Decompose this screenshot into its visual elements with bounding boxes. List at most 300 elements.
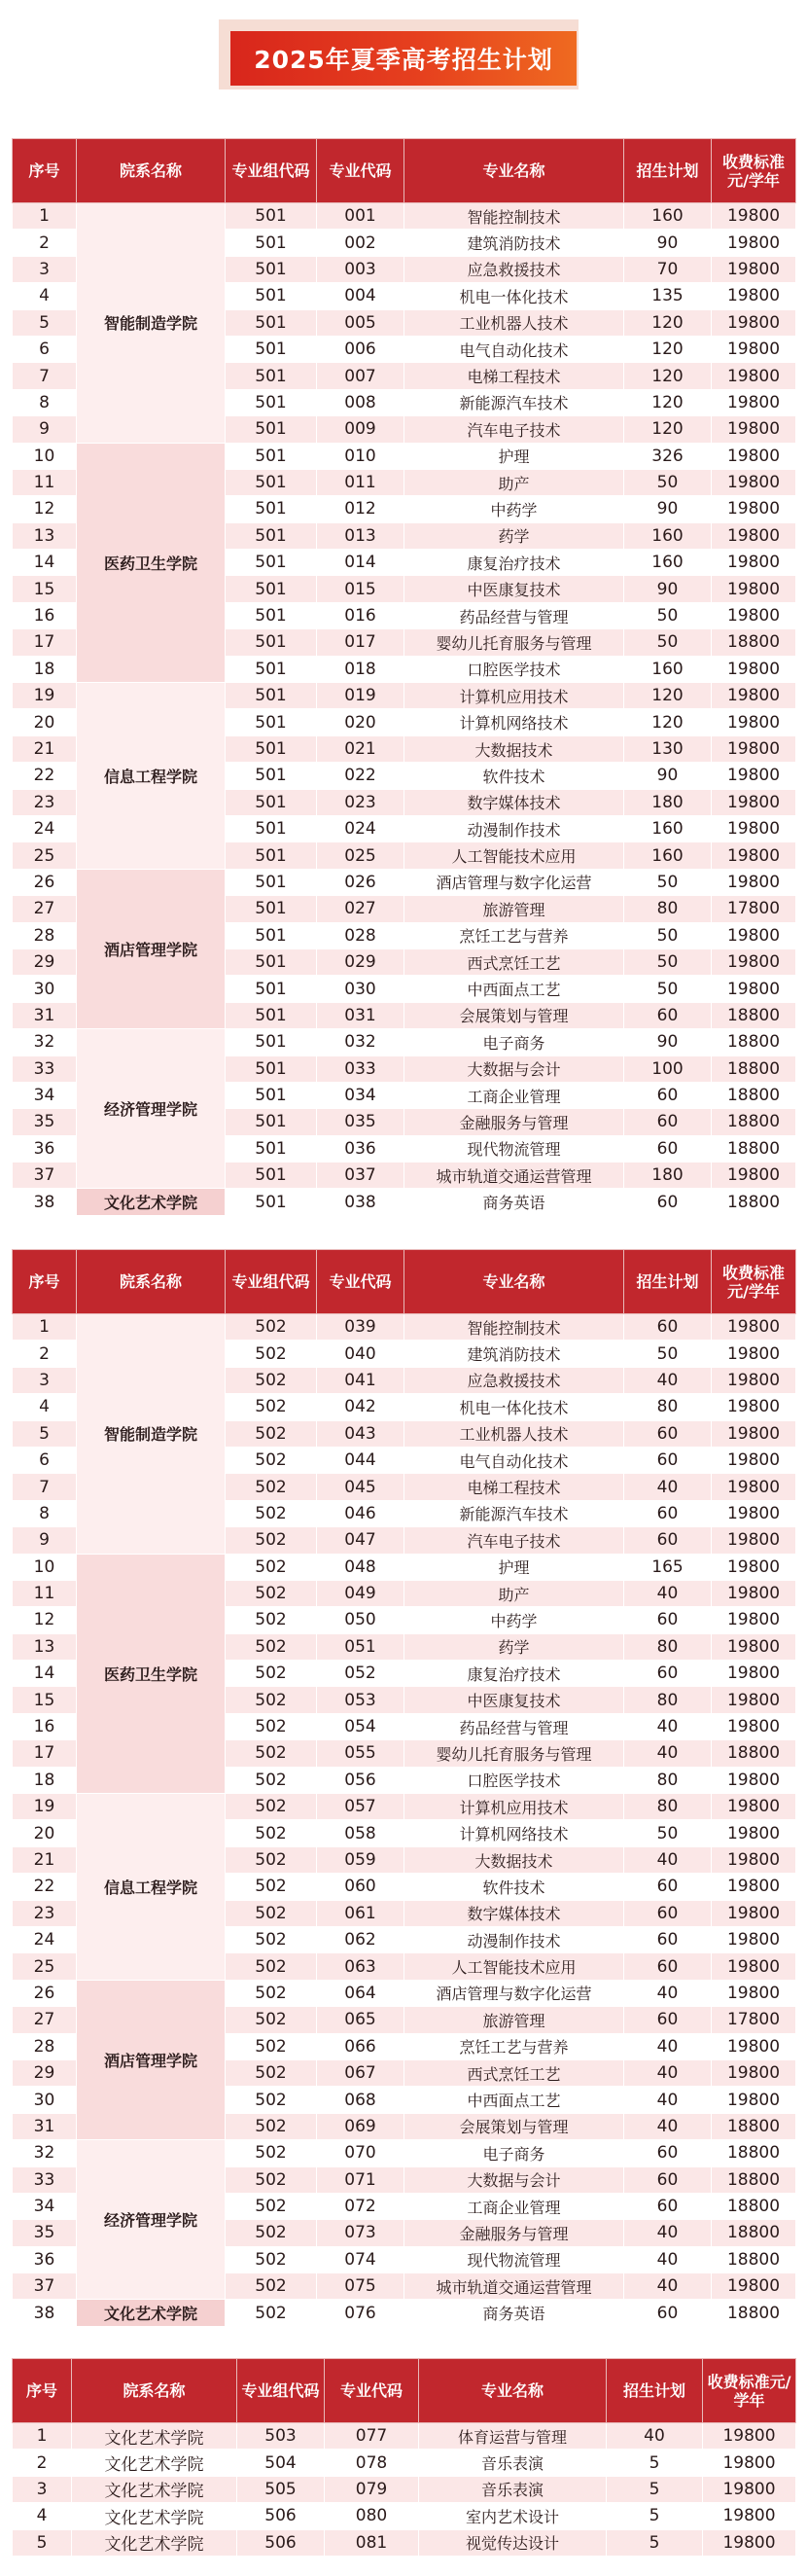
cell-department: 信息工程学院: [77, 1794, 226, 1981]
cell-index: 28: [13, 922, 77, 948]
cell-group-code: 501: [226, 283, 317, 309]
cell-major-name: 烹饪工艺与营养: [404, 2033, 624, 2059]
cell-enrollment-plan: 40: [624, 2059, 712, 2086]
cell-index: 24: [13, 815, 77, 841]
cell-enrollment-plan: 120: [624, 683, 712, 709]
cell-major-name: 软件技术: [404, 1874, 624, 1900]
cell-tuition: 19800: [712, 2033, 796, 2059]
cell-index: 17: [13, 1740, 77, 1767]
cell-tuition: 19800: [712, 256, 796, 282]
cell-index: 6: [13, 336, 77, 362]
header-tuition: 收费标准元/学年: [703, 2359, 796, 2423]
cell-group-code: 501: [226, 230, 317, 256]
cell-major-code: 013: [317, 522, 404, 549]
cell-group-code: 502: [226, 1926, 317, 1952]
cell-group-code: 502: [226, 1554, 317, 1580]
cell-group-code: 502: [226, 1980, 317, 2006]
cell-major-name: 助产: [404, 1580, 624, 1606]
cell-group-code: 501: [226, 256, 317, 282]
table-row: [13, 2423, 796, 2450]
cell-index: 30: [13, 2087, 77, 2113]
cell-index: 18: [13, 656, 77, 682]
cell-enrollment-plan: 40: [624, 1846, 712, 1873]
cell-major-name: 现代物流管理: [404, 1135, 624, 1162]
cell-tuition: 19800: [712, 709, 796, 735]
cell-tuition: 19800: [712, 1926, 796, 1952]
cell-group-code: 503: [237, 2423, 325, 2450]
cell-group-code: 502: [226, 1713, 317, 1739]
header-major-code: 专业代码: [317, 1250, 404, 1314]
cell-index: 21: [13, 1846, 77, 1873]
cell-tuition: 19800: [712, 1474, 796, 1500]
cell-enrollment-plan: 5: [607, 2476, 703, 2502]
cell-major-code: 003: [317, 256, 404, 282]
cell-department: 文化艺术学院: [72, 2476, 237, 2502]
cell-index: 33: [13, 1055, 77, 1082]
cell-enrollment-plan: 180: [624, 1163, 712, 1189]
cell-tuition: 19800: [712, 763, 796, 789]
cell-major-name: 康复治疗技术: [404, 1661, 624, 1687]
cell-group-code: 502: [226, 2273, 317, 2300]
cell-tuition: 19800: [712, 1500, 796, 1526]
cell-tuition: 19800: [712, 416, 796, 443]
cell-major-name: 电气自动化技术: [404, 1447, 624, 1473]
cell-group-code: 502: [226, 1341, 317, 1367]
cell-department: 文化艺术学院: [72, 2503, 237, 2529]
header-major-code: 专业代码: [325, 2359, 419, 2423]
cell-group-code: 502: [226, 1846, 317, 1873]
cell-department: 智能制造学院: [77, 1314, 226, 1555]
cell-tuition: 18800: [712, 2113, 796, 2139]
cell-group-code: 501: [226, 389, 317, 415]
cell-index: 17: [13, 629, 77, 656]
cell-index: 38: [13, 1189, 77, 1215]
cell-index: 25: [13, 1953, 77, 1980]
cell-index: 29: [13, 2059, 77, 2086]
cell-tuition: 19800: [712, 976, 796, 1002]
cell-tuition: 19800: [712, 1420, 796, 1447]
cell-enrollment-plan: 160: [624, 203, 712, 230]
cell-major-code: 062: [317, 1926, 404, 1952]
cell-tuition: 19800: [712, 443, 796, 469]
table-row: [13, 443, 796, 469]
cell-index: 20: [13, 1820, 77, 1846]
cell-major-code: 028: [317, 922, 404, 948]
table-row: [13, 2300, 796, 2326]
cell-index: 1: [13, 2423, 72, 2450]
cell-major-name: 音乐表演: [419, 2476, 607, 2502]
cell-enrollment-plan: 120: [624, 336, 712, 362]
cell-enrollment-plan: 160: [624, 550, 712, 576]
cell-group-code: 502: [226, 1420, 317, 1447]
cell-major-name: 机电一体化技术: [404, 1394, 624, 1420]
cell-enrollment-plan: 5: [607, 2503, 703, 2529]
cell-enrollment-plan: 160: [624, 522, 712, 549]
cell-major-name: 新能源汽车技术: [404, 1500, 624, 1526]
table-row: [13, 2140, 796, 2166]
table-row: [13, 1314, 796, 1341]
cell-tuition: 17800: [712, 2007, 796, 2033]
cell-index: 27: [13, 2007, 77, 2033]
cell-major-name: 数字媒体技术: [404, 789, 624, 815]
cell-enrollment-plan: 80: [624, 1633, 712, 1660]
cell-tuition: 18800: [712, 1029, 796, 1055]
cell-group-code: 501: [226, 976, 317, 1002]
cell-group-code: 502: [226, 1447, 317, 1473]
cell-major-code: 068: [317, 2087, 404, 2113]
cell-enrollment-plan: 50: [624, 469, 712, 495]
cell-major-name: 婴幼儿托育服务与管理: [404, 1740, 624, 1767]
cell-enrollment-plan: 40: [624, 2113, 712, 2139]
cell-tuition: 19800: [712, 869, 796, 895]
cell-major-code: 043: [317, 1420, 404, 1447]
cell-index: 37: [13, 2273, 77, 2300]
cell-department: 酒店管理学院: [77, 1980, 226, 2139]
cell-tuition: 19800: [712, 1314, 796, 1341]
cell-index: 31: [13, 1002, 77, 1028]
cell-group-code: 502: [226, 1580, 317, 1606]
cell-tuition: 19800: [712, 550, 796, 576]
cell-major-name: 护理: [404, 1554, 624, 1580]
cell-enrollment-plan: 90: [624, 576, 712, 602]
cell-tuition: 19800: [712, 1580, 796, 1606]
cell-enrollment-plan: 80: [624, 1394, 712, 1420]
cell-group-code: 501: [226, 1163, 317, 1189]
cell-index: 11: [13, 469, 77, 495]
cell-enrollment-plan: 60: [624, 1109, 712, 1135]
cell-group-code: 501: [226, 815, 317, 841]
cell-major-code: 046: [317, 1500, 404, 1526]
cell-enrollment-plan: 40: [624, 2033, 712, 2059]
cell-major-name: 工商企业管理: [404, 1082, 624, 1108]
cell-tuition: 19800: [712, 1554, 796, 1580]
cell-department: 酒店管理学院: [77, 869, 226, 1028]
cell-group-code: 502: [226, 1500, 317, 1526]
cell-group-code: 502: [226, 2166, 317, 2193]
cell-group-code: 502: [226, 1953, 317, 1980]
cell-enrollment-plan: 50: [624, 1341, 712, 1367]
cell-tuition: 19800: [703, 2450, 796, 2476]
cell-major-code: 042: [317, 1394, 404, 1420]
cell-enrollment-plan: 5: [607, 2450, 703, 2476]
cell-index: 23: [13, 1900, 77, 1926]
cell-tuition: 19800: [712, 1900, 796, 1926]
cell-tuition: 19800: [712, 1713, 796, 1739]
cell-tuition: 19800: [712, 389, 796, 415]
table-row: [13, 1794, 796, 1820]
cell-major-name: 计算机应用技术: [404, 1794, 624, 1820]
cell-tuition: 19800: [712, 948, 796, 975]
cell-tuition: 19800: [712, 230, 796, 256]
cell-group-code: 502: [226, 2140, 317, 2166]
cell-major-code: 071: [317, 2166, 404, 2193]
cell-index: 12: [13, 1607, 77, 1633]
cell-major-name: 智能控制技术: [404, 1314, 624, 1341]
cell-group-code: 501: [226, 735, 317, 762]
cell-major-name: 口腔医学技术: [404, 656, 624, 682]
cell-major-code: 060: [317, 1874, 404, 1900]
cell-major-code: 054: [317, 1713, 404, 1739]
cell-major-name: 现代物流管理: [404, 2246, 624, 2272]
cell-group-code: 502: [226, 1607, 317, 1633]
cell-major-name: 电子商务: [404, 1029, 624, 1055]
cell-index: 24: [13, 1926, 77, 1952]
cell-group-code: 502: [226, 1794, 317, 1820]
cell-enrollment-plan: 50: [624, 629, 712, 656]
cell-index: 13: [13, 522, 77, 549]
cell-index: 32: [13, 2140, 77, 2166]
cell-group-code: 501: [226, 1002, 317, 1028]
cell-group-code: 502: [226, 2087, 317, 2113]
cell-enrollment-plan: 60: [624, 1500, 712, 1526]
header-tuition: 收费标准元/学年: [712, 139, 796, 203]
table-row: [13, 2529, 796, 2556]
cell-index: 4: [13, 2503, 72, 2529]
cell-group-code: 501: [226, 842, 317, 869]
cell-major-name: 口腔医学技术: [404, 1767, 624, 1793]
cell-index: 36: [13, 2246, 77, 2272]
cell-enrollment-plan: 60: [624, 1527, 712, 1554]
cell-tuition: 19800: [703, 2423, 796, 2450]
table-row: [13, 2450, 796, 2476]
cell-tuition: 19800: [712, 683, 796, 709]
cell-major-name: 药品经营与管理: [404, 1713, 624, 1739]
cell-tuition: 17800: [712, 896, 796, 922]
cell-enrollment-plan: 60: [624, 1607, 712, 1633]
cell-group-code: 501: [226, 576, 317, 602]
cell-tuition: 18800: [712, 1082, 796, 1108]
cell-tuition: 19800: [712, 469, 796, 495]
cell-index: 2: [13, 1341, 77, 1367]
cell-enrollment-plan: 60: [624, 1189, 712, 1215]
title-banner: [219, 19, 588, 97]
cell-major-code: 007: [317, 363, 404, 389]
cell-major-name: 大数据技术: [404, 735, 624, 762]
cell-department: 医药卫生学院: [77, 1554, 226, 1794]
cell-tuition: 19800: [712, 1341, 796, 1367]
cell-major-name: 工业机器人技术: [404, 309, 624, 336]
cell-enrollment-plan: 90: [624, 1029, 712, 1055]
table-row: [13, 1554, 796, 1580]
cell-index: 36: [13, 1135, 77, 1162]
cell-major-code: 045: [317, 1474, 404, 1500]
cell-enrollment-plan: 60: [624, 2007, 712, 2033]
cell-department: 文化艺术学院: [72, 2529, 237, 2556]
cell-group-code: 501: [226, 336, 317, 362]
cell-department: 文化艺术学院: [72, 2450, 237, 2476]
cell-enrollment-plan: 60: [624, 2193, 712, 2219]
cell-major-name: 大数据与会计: [404, 1055, 624, 1082]
cell-major-name: 智能控制技术: [404, 203, 624, 230]
cell-tuition: 18800: [712, 2246, 796, 2272]
cell-enrollment-plan: 120: [624, 363, 712, 389]
cell-group-code: 504: [237, 2450, 325, 2476]
cell-group-code: 501: [226, 683, 317, 709]
cell-tuition: 19800: [703, 2476, 796, 2502]
cell-tuition: 19800: [712, 815, 796, 841]
header-department: 院系名称: [72, 2359, 237, 2423]
cell-index: 3: [13, 2476, 72, 2502]
cell-enrollment-plan: 50: [624, 922, 712, 948]
cell-major-name: 中药学: [404, 1607, 624, 1633]
cell-index: 13: [13, 1633, 77, 1660]
cell-tuition: 18800: [712, 1740, 796, 1767]
cell-tuition: 19800: [712, 1661, 796, 1687]
cell-department: 文化艺术学院: [77, 2300, 226, 2326]
cell-major-code: 008: [317, 389, 404, 415]
cell-enrollment-plan: 120: [624, 709, 712, 735]
cell-department: 经济管理学院: [77, 2140, 226, 2300]
cell-enrollment-plan: 160: [624, 842, 712, 869]
cell-tuition: 19800: [712, 522, 796, 549]
cell-tuition: 19800: [712, 363, 796, 389]
cell-index: 35: [13, 1109, 77, 1135]
header-enrollment-plan: 招生计划: [624, 139, 712, 203]
cell-index: 21: [13, 735, 77, 762]
cell-group-code: 501: [226, 443, 317, 469]
cell-index: 31: [13, 2113, 77, 2139]
cell-index: 16: [13, 1713, 77, 1739]
cell-enrollment-plan: 60: [624, 1447, 712, 1473]
cell-major-code: 038: [317, 1189, 404, 1215]
cell-major-name: 计算机应用技术: [404, 683, 624, 709]
cell-group-code: 502: [226, 1633, 317, 1660]
cell-index: 5: [13, 309, 77, 336]
cell-major-name: 动漫制作技术: [404, 1926, 624, 1952]
header-department: 院系名称: [77, 1250, 226, 1314]
table-row: [13, 1029, 796, 1055]
cell-group-code: 501: [226, 656, 317, 682]
cell-index: 7: [13, 363, 77, 389]
cell-enrollment-plan: 60: [624, 1953, 712, 1980]
cell-group-code: 501: [226, 922, 317, 948]
cell-enrollment-plan: 70: [624, 256, 712, 282]
cell-major-code: 041: [317, 1367, 404, 1393]
header-group-code: 专业组代码: [237, 2359, 325, 2423]
cell-index: 22: [13, 1874, 77, 1900]
cell-group-code: 501: [226, 203, 317, 230]
cell-group-code: 501: [226, 550, 317, 576]
cell-index: 14: [13, 550, 77, 576]
cell-tuition: 19800: [712, 1607, 796, 1633]
cell-index: 9: [13, 416, 77, 443]
cell-major-code: 015: [317, 576, 404, 602]
table-row: [13, 2476, 796, 2502]
cell-tuition: 19800: [712, 922, 796, 948]
cell-major-name: 婴幼儿托育服务与管理: [404, 629, 624, 656]
cell-index: 30: [13, 976, 77, 1002]
cell-group-code: 501: [226, 363, 317, 389]
cell-tuition: 19800: [712, 309, 796, 336]
cell-group-code: 502: [226, 1394, 317, 1420]
cell-enrollment-plan: 165: [624, 1554, 712, 1580]
cell-tuition: 18800: [712, 629, 796, 656]
cell-group-code: 501: [226, 869, 317, 895]
cell-index: 2: [13, 230, 77, 256]
cell-group-code: 501: [226, 948, 317, 975]
cell-index: 10: [13, 1554, 77, 1580]
cell-enrollment-plan: 50: [624, 869, 712, 895]
cell-major-name: 室内艺术设计: [419, 2503, 607, 2529]
cell-major-code: 006: [317, 336, 404, 362]
cell-tuition: 19800: [712, 2059, 796, 2086]
cell-major-code: 016: [317, 602, 404, 628]
cell-major-name: 西式烹饪工艺: [404, 948, 624, 975]
cell-major-name: 西式烹饪工艺: [404, 2059, 624, 2086]
cell-tuition: 19800: [712, 336, 796, 362]
cell-enrollment-plan: 80: [624, 1687, 712, 1713]
cell-enrollment-plan: 40: [624, 1740, 712, 1767]
cell-enrollment-plan: 130: [624, 735, 712, 762]
cell-index: 22: [13, 763, 77, 789]
cell-major-name: 汽车电子技术: [404, 416, 624, 443]
admission-table-arts: [12, 2358, 796, 2557]
cell-major-code: 023: [317, 789, 404, 815]
cell-major-name: 城市轨道交通运营管理: [404, 2273, 624, 2300]
cell-major-name: 中医康复技术: [404, 576, 624, 602]
cell-major-code: 005: [317, 309, 404, 336]
cell-tuition: 19800: [712, 1980, 796, 2006]
cell-enrollment-plan: 60: [624, 1420, 712, 1447]
cell-tuition: 18800: [712, 1055, 796, 1082]
cell-index: 3: [13, 256, 77, 282]
cell-index: 14: [13, 1661, 77, 1687]
header-major-name: 专业名称: [404, 1250, 624, 1314]
cell-major-code: 047: [317, 1527, 404, 1554]
admission-table-group-501: [12, 138, 796, 1216]
cell-major-code: 059: [317, 1846, 404, 1873]
cell-major-name: 烹饪工艺与营养: [404, 922, 624, 948]
cell-major-code: 048: [317, 1554, 404, 1580]
cell-enrollment-plan: 60: [624, 1002, 712, 1028]
cell-enrollment-plan: 40: [624, 1980, 712, 2006]
cell-index: 29: [13, 948, 77, 975]
cell-enrollment-plan: 80: [624, 896, 712, 922]
cell-enrollment-plan: 60: [624, 2140, 712, 2166]
cell-major-name: 金融服务与管理: [404, 1109, 624, 1135]
cell-group-code: 502: [226, 2300, 317, 2326]
cell-enrollment-plan: 60: [624, 1661, 712, 1687]
cell-major-code: 064: [317, 1980, 404, 2006]
cell-tuition: 19800: [712, 1820, 796, 1846]
cell-major-name: 酒店管理与数字化运营: [404, 869, 624, 895]
cell-major-code: 012: [317, 496, 404, 522]
cell-index: 23: [13, 789, 77, 815]
cell-enrollment-plan: 60: [624, 1314, 712, 1341]
cell-index: 7: [13, 1474, 77, 1500]
cell-major-name: 中医康复技术: [404, 1687, 624, 1713]
cell-major-code: 020: [317, 709, 404, 735]
cell-group-code: 501: [226, 522, 317, 549]
cell-tuition: 19800: [712, 203, 796, 230]
cell-major-code: 053: [317, 1687, 404, 1713]
cell-major-name: 计算机网络技术: [404, 1820, 624, 1846]
cell-group-code: 501: [226, 709, 317, 735]
cell-index: 6: [13, 1447, 77, 1473]
header-index: 序号: [13, 139, 77, 203]
cell-tuition: 19800: [712, 1447, 796, 1473]
cell-enrollment-plan: 60: [624, 1874, 712, 1900]
cell-major-name: 机电一体化技术: [404, 283, 624, 309]
cell-tuition: 18800: [712, 2193, 796, 2219]
cell-enrollment-plan: 40: [624, 2220, 712, 2246]
cell-major-code: 004: [317, 283, 404, 309]
cell-index: 1: [13, 203, 77, 230]
cell-major-code: 070: [317, 2140, 404, 2166]
cell-group-code: 501: [226, 763, 317, 789]
cell-major-code: 029: [317, 948, 404, 975]
cell-group-code: 501: [226, 469, 317, 495]
